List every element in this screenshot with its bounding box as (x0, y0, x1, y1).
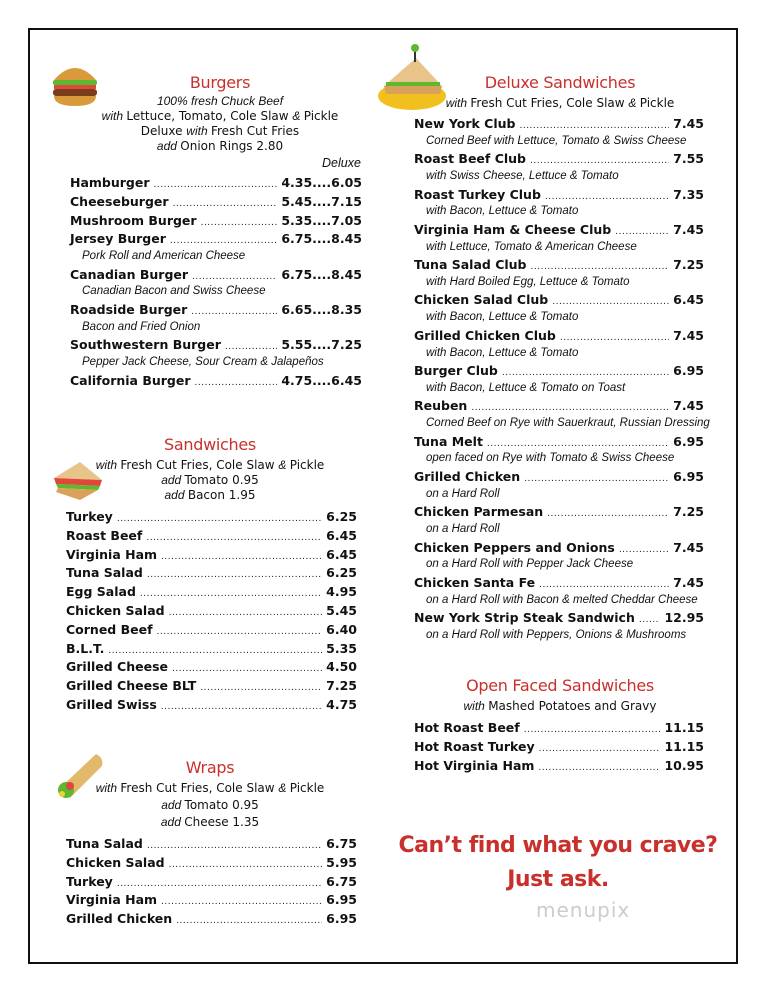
menu-item[interactable] (70, 175, 362, 194)
wraps-subtitle-line (65, 781, 355, 795)
wraps-title: Wraps (185, 758, 235, 777)
wraps-subtitle-text: & (278, 781, 290, 795)
wraps-subtitle-line (65, 815, 355, 829)
item-name: Jersey Burger (70, 231, 166, 247)
sandwiches-subtitle-text: with (95, 458, 121, 472)
item-price: 4.35 (281, 175, 313, 190)
dot-leader (200, 683, 322, 693)
item-name: Tuna Melt (414, 433, 483, 449)
burgers-subtitle-text: Pickle (303, 109, 339, 123)
sandwiches-subtitle-text: & (278, 458, 290, 472)
menu-item[interactable] (414, 257, 704, 276)
menu-item[interactable] (66, 836, 357, 855)
item-price: 11.15 (664, 720, 704, 735)
item-price: 5.45 (326, 602, 357, 618)
item-name: New York Strip Steak Sandwich (414, 610, 635, 626)
item-price: 4.75 (326, 696, 357, 712)
item-name: Chicken Salad Club (414, 292, 549, 308)
item-description: open faced on Rye with Tomato & Swiss Cheese (426, 452, 675, 465)
wraps-subtitle-line (65, 798, 355, 812)
item-name: Virginia Ham (66, 892, 158, 908)
dot-leader (530, 156, 669, 166)
crave-line-1: Can’t find what you crave? (398, 833, 718, 858)
dot-leader (161, 897, 322, 907)
item-name: Tuna Salad Club (414, 257, 527, 273)
dot-leader (169, 608, 323, 618)
sandwiches-subtitle-text: Fresh Cut Fries, Cole Slaw (120, 458, 279, 472)
item-price: 4.50 (326, 659, 357, 675)
price-separator: .... (312, 175, 332, 190)
item-name: New York Club (414, 116, 516, 131)
item-name: Burger Club (414, 363, 498, 379)
wraps-subtitle-text: with (95, 781, 121, 795)
menu-item[interactable] (414, 116, 704, 135)
burgers-subtitle-line (65, 139, 375, 153)
sandwiches-subtitle-text: add (164, 488, 188, 502)
menu-item[interactable] (66, 622, 357, 641)
menu-item[interactable] (414, 222, 704, 241)
item-description: with Lettuce, Tomato & American Cheese (426, 240, 637, 253)
sandwiches-subtitle-text: Pickle (289, 458, 325, 472)
sandwiches-title: Sandwiches (164, 435, 256, 454)
item-name: Roadside Burger (70, 301, 188, 317)
item-price: 10.95 (664, 757, 704, 773)
menu-item[interactable] (66, 641, 357, 660)
item-price: 7.25 (673, 257, 704, 273)
item-name: Mushroom Burger (70, 212, 197, 228)
menu-item[interactable] (66, 509, 357, 528)
item-deluxe-price: 7.25 (331, 337, 362, 353)
dot-leader (502, 368, 669, 378)
menu-item[interactable] (414, 504, 704, 523)
item-price: 4.75 (281, 372, 313, 388)
price-separator: .... (312, 212, 332, 228)
item-name: Grilled Chicken (414, 468, 521, 484)
dot-leader (471, 403, 669, 413)
item-description: on a Hard Roll with Bacon & melted Cheddar Cheese (426, 593, 698, 606)
dot-leader (524, 474, 669, 484)
item-price: 6.75 (326, 873, 357, 889)
dot-leader (225, 342, 277, 352)
item-price: 6.25 (326, 565, 357, 581)
item-price: 7.55 (673, 151, 704, 167)
item-price: 7.25 (673, 504, 704, 520)
menu-item[interactable] (66, 659, 357, 678)
wraps-subtitle-text: Fresh Cut Fries, Cole Slaw (120, 781, 279, 795)
dot-leader (108, 646, 322, 656)
deluxe-sandwiches-subtitle-text: Pickle (639, 96, 675, 110)
deluxe-sandwiches-subtitle-text: Fresh Cut Fries, Cole Slaw (470, 96, 629, 110)
wraps-subtitle-text: Cheese 1.35 (184, 815, 260, 829)
dot-leader (615, 227, 669, 237)
item-price: 6.75 (326, 836, 357, 851)
item-price: 7.45 (673, 539, 704, 555)
burgers-subtitle-text: Lettuce, Tomato, Cole Slaw (126, 109, 293, 123)
menu-item[interactable] (66, 584, 357, 603)
item-price: 5.45 (281, 193, 313, 209)
price-separator: .... (312, 372, 332, 388)
dot-leader (157, 627, 323, 637)
item-price: 6.40 (326, 621, 357, 637)
wraps-items (66, 836, 357, 930)
item-name: Southwestern Burger (70, 337, 221, 353)
item-deluxe-price: 6.05 (331, 175, 362, 190)
menu-item[interactable] (70, 231, 362, 250)
deluxe-column-label: Deluxe (322, 156, 361, 170)
menu-item[interactable] (70, 337, 362, 356)
item-description: with Bacon, Lettuce & Tomato (426, 346, 579, 359)
sandwiches-subtitle-text: Tomato 0.95 (184, 473, 259, 487)
item-description: with Bacon, Lettuce & Tomato on Toast (426, 381, 626, 394)
dot-leader (519, 121, 669, 131)
item-name: Turkey (66, 873, 113, 889)
dot-leader (117, 879, 322, 889)
menu-item[interactable] (70, 213, 362, 232)
item-price: 6.45 (326, 527, 357, 543)
item-description: Corned Beef on Rye with Sauerkraut, Russian Dressing (426, 417, 710, 430)
item-name: Chicken Peppers and Onions (414, 539, 615, 555)
menu-item[interactable] (66, 678, 357, 697)
dot-leader (161, 552, 322, 562)
item-deluxe-price: 8.45 (331, 231, 362, 247)
dot-leader (552, 297, 669, 307)
dot-leader (545, 192, 669, 202)
item-name: Grilled Chicken Club (414, 327, 556, 343)
dot-leader (140, 589, 322, 599)
item-name: Hot Virginia Ham (414, 757, 535, 773)
menu-item[interactable] (414, 398, 704, 417)
menu-item[interactable] (70, 194, 362, 213)
burgers-subtitle-line (65, 109, 375, 123)
item-price: 5.55 (281, 337, 313, 353)
dot-leader (538, 763, 660, 773)
burgers-subtitle-text: & (292, 109, 304, 123)
sandwiches-subtitle-line (65, 458, 355, 472)
dot-leader (173, 199, 278, 209)
dot-leader (176, 916, 322, 926)
menu-item[interactable] (414, 610, 704, 629)
burgers-items (70, 175, 362, 391)
item-price: 6.75 (281, 266, 313, 282)
item-name: Hot Roast Turkey (414, 738, 535, 754)
item-price: 5.95 (326, 854, 357, 870)
item-description: with Hard Boiled Egg, Lettuce & Tomato (426, 275, 630, 288)
item-deluxe-price: 8.35 (331, 301, 362, 317)
burgers-title: Burgers (189, 73, 251, 92)
sandwiches-subtitle-line (65, 488, 355, 502)
item-description: on a Hard Roll with Pepper Jack Cheese (426, 558, 634, 571)
item-description: with Bacon, Lettuce & Tomato (426, 311, 579, 324)
dot-leader (117, 514, 322, 524)
item-name: Egg Salad (66, 584, 136, 600)
menu-item[interactable] (414, 469, 704, 488)
item-price: 7.25 (326, 678, 357, 694)
item-name: Reuben (414, 398, 468, 414)
item-name: Tuna Salad (66, 836, 143, 851)
menu-item[interactable] (414, 758, 704, 777)
item-price: 6.95 (673, 363, 704, 379)
wrap-icon (52, 748, 108, 804)
menu-item[interactable] (66, 855, 357, 874)
dot-leader (560, 333, 669, 343)
price-separator: .... (312, 193, 332, 209)
dot-leader (170, 236, 277, 246)
item-name: Roast Beef (66, 527, 143, 543)
menu-item[interactable] (414, 328, 704, 347)
dot-leader (195, 378, 278, 388)
price-separator: .... (312, 231, 332, 247)
menu-item[interactable] (66, 547, 357, 566)
item-description: Corned Beef with Lettuce, Tomato & Swiss Cheese (426, 134, 687, 147)
burgers-subtitle-text: with (186, 124, 211, 138)
menu-item[interactable] (66, 528, 357, 547)
dot-leader (169, 860, 323, 870)
item-name: Roast Beef Club (414, 151, 526, 167)
sandwiches-items (66, 509, 357, 716)
dot-leader (639, 615, 661, 625)
item-name: Chicken Parmesan (414, 504, 544, 520)
open-faced-subtitle-text: Mashed Potatoes and Gravy (488, 699, 657, 713)
item-description: Bacon and Fried Onion (82, 320, 201, 333)
item-name: California Burger (70, 372, 191, 388)
dot-leader (192, 272, 277, 282)
item-price: 6.95 (326, 892, 357, 908)
item-price: 7.45 (673, 398, 704, 414)
item-name: Hot Roast Beef (414, 720, 520, 735)
open-faced-subtitle-line (400, 699, 720, 713)
burgers-subtitle-line (65, 124, 375, 138)
item-price: 7.45 (673, 327, 704, 343)
wraps-subtitle-text: add (161, 798, 185, 812)
sandwiches-subtitle-text: add (161, 473, 185, 487)
item-deluxe-price: 7.05 (331, 212, 362, 228)
dot-leader (154, 180, 278, 190)
dot-leader (524, 725, 661, 735)
wraps-subtitle-text: Pickle (289, 781, 325, 795)
item-deluxe-price: 6.45 (331, 372, 362, 388)
item-name: Canadian Burger (70, 266, 189, 282)
item-name: Turkey (66, 509, 113, 524)
deluxe-sandwiches-subtitle-text: with (445, 96, 471, 110)
item-price: 6.95 (326, 911, 357, 927)
item-name: Chicken Salad (66, 854, 165, 870)
dot-leader (172, 664, 322, 674)
burgers-subtitle-text: 100% fresh Chuck Beef (156, 94, 284, 108)
item-price: 6.95 (673, 468, 704, 484)
dot-leader (161, 702, 322, 712)
menu-item[interactable] (414, 540, 704, 559)
menu-item[interactable] (70, 373, 362, 392)
price-separator: .... (312, 266, 332, 282)
item-name: Virginia Ham & Cheese Club (414, 221, 612, 237)
item-price: 6.45 (673, 292, 704, 308)
menu-item[interactable] (70, 302, 362, 321)
menu-item[interactable] (66, 874, 357, 893)
item-name: Roast Turkey Club (414, 186, 541, 202)
burgers-subtitle-text: Onion Rings 2.80 (180, 139, 284, 153)
menu-item[interactable] (414, 434, 704, 453)
dot-leader (547, 509, 669, 519)
item-price: 11.15 (664, 738, 704, 754)
item-price: 6.65 (281, 301, 313, 317)
deluxe-sandwiches-subtitle-text: & (628, 96, 640, 110)
price-separator: .... (312, 337, 332, 353)
item-name: Cheeseburger (70, 193, 169, 209)
price-separator: .... (312, 301, 332, 317)
item-description: with Swiss Cheese, Lettuce & Tomato (426, 170, 619, 183)
item-price: 6.25 (326, 509, 357, 524)
open-faced-title: Open Faced Sandwiches (466, 676, 654, 695)
sandwiches-subtitle-line (65, 473, 355, 487)
dot-leader (539, 580, 669, 590)
menupix-watermark: menupix (536, 898, 631, 922)
item-price: 6.75 (281, 231, 313, 247)
item-name: Grilled Chicken (66, 911, 173, 927)
burgers-subtitle-line (65, 94, 375, 108)
crave-line-2: Just ask. (507, 867, 609, 892)
sandwiches-subtitle-text: Bacon 1.95 (187, 488, 256, 502)
open-faced-items (414, 720, 704, 776)
item-name: Hamburger (70, 175, 150, 190)
dot-leader (531, 262, 670, 272)
item-description: Pork Roll and American Cheese (82, 250, 246, 263)
item-deluxe-price: 7.15 (331, 193, 362, 209)
dot-leader (201, 218, 278, 228)
wraps-subtitle-text: Tomato 0.95 (184, 798, 259, 812)
dot-leader (147, 841, 322, 851)
item-name: Tuna Salad (66, 565, 143, 581)
deluxe-sandwiches-title: Deluxe Sandwiches (484, 73, 636, 92)
burgers-subtitle-text: Deluxe (140, 124, 187, 138)
item-price: 4.95 (326, 584, 357, 600)
menu-item[interactable] (66, 565, 357, 584)
item-name: B.L.T. (66, 640, 105, 656)
item-name: Grilled Cheese BLT (66, 678, 197, 694)
open-faced-subtitle-text: with (463, 699, 489, 713)
item-name: Grilled Swiss (66, 696, 157, 712)
dot-leader (539, 744, 661, 754)
menu-item[interactable] (414, 363, 704, 382)
menu-item[interactable] (70, 267, 362, 286)
menu-item[interactable] (414, 187, 704, 206)
burgers-subtitle-text: Fresh Cut Fries (210, 124, 300, 138)
item-price: 6.95 (673, 433, 704, 449)
menu-item[interactable] (414, 575, 704, 594)
menu-item[interactable] (414, 151, 704, 170)
deluxe-sandwiches-subtitle-line (400, 96, 720, 110)
item-name: Virginia Ham (66, 546, 158, 562)
menu-item[interactable] (414, 739, 704, 758)
deluxe-sandwiches-items (414, 116, 710, 645)
menu-item[interactable] (414, 720, 704, 739)
item-name: Grilled Cheese (66, 659, 169, 675)
burgers-subtitle-text: add (156, 139, 181, 153)
item-description: on a Hard Roll with Peppers, Onions & Mushrooms (426, 628, 687, 641)
item-description: with Bacon, Lettuce & Tomato (426, 205, 579, 218)
item-price: 7.45 (673, 116, 704, 131)
menu-item[interactable] (66, 911, 357, 930)
dot-leader (191, 307, 277, 317)
item-description: Pepper Jack Cheese, Sour Cream & Jalapeños (82, 356, 324, 369)
item-price: 7.45 (673, 574, 704, 590)
menu-item[interactable] (66, 603, 357, 622)
dot-leader (146, 533, 322, 543)
item-price: 7.35 (673, 186, 704, 202)
item-price: 5.35 (326, 640, 357, 656)
item-price: 5.35 (281, 212, 313, 228)
item-price: 6.45 (326, 546, 357, 562)
item-description: on a Hard Roll (426, 487, 500, 500)
item-name: Chicken Santa Fe (414, 574, 536, 590)
menu-item[interactable] (66, 892, 357, 911)
dot-leader (147, 570, 322, 580)
dot-leader (487, 439, 669, 449)
item-name: Chicken Salad (66, 602, 165, 618)
wraps-subtitle-text: add (160, 815, 185, 829)
menu-item[interactable] (414, 292, 704, 311)
item-price: 7.45 (673, 221, 704, 237)
item-deluxe-price: 8.45 (331, 266, 362, 282)
dot-leader (619, 545, 669, 555)
item-description: on a Hard Roll (426, 523, 500, 536)
item-price: 12.95 (664, 610, 704, 626)
item-name: Corned Beef (66, 621, 153, 637)
menu-item[interactable] (66, 697, 357, 716)
item-description: Canadian Bacon and Swiss Cheese (82, 285, 266, 298)
burgers-subtitle-text: with (101, 109, 127, 123)
